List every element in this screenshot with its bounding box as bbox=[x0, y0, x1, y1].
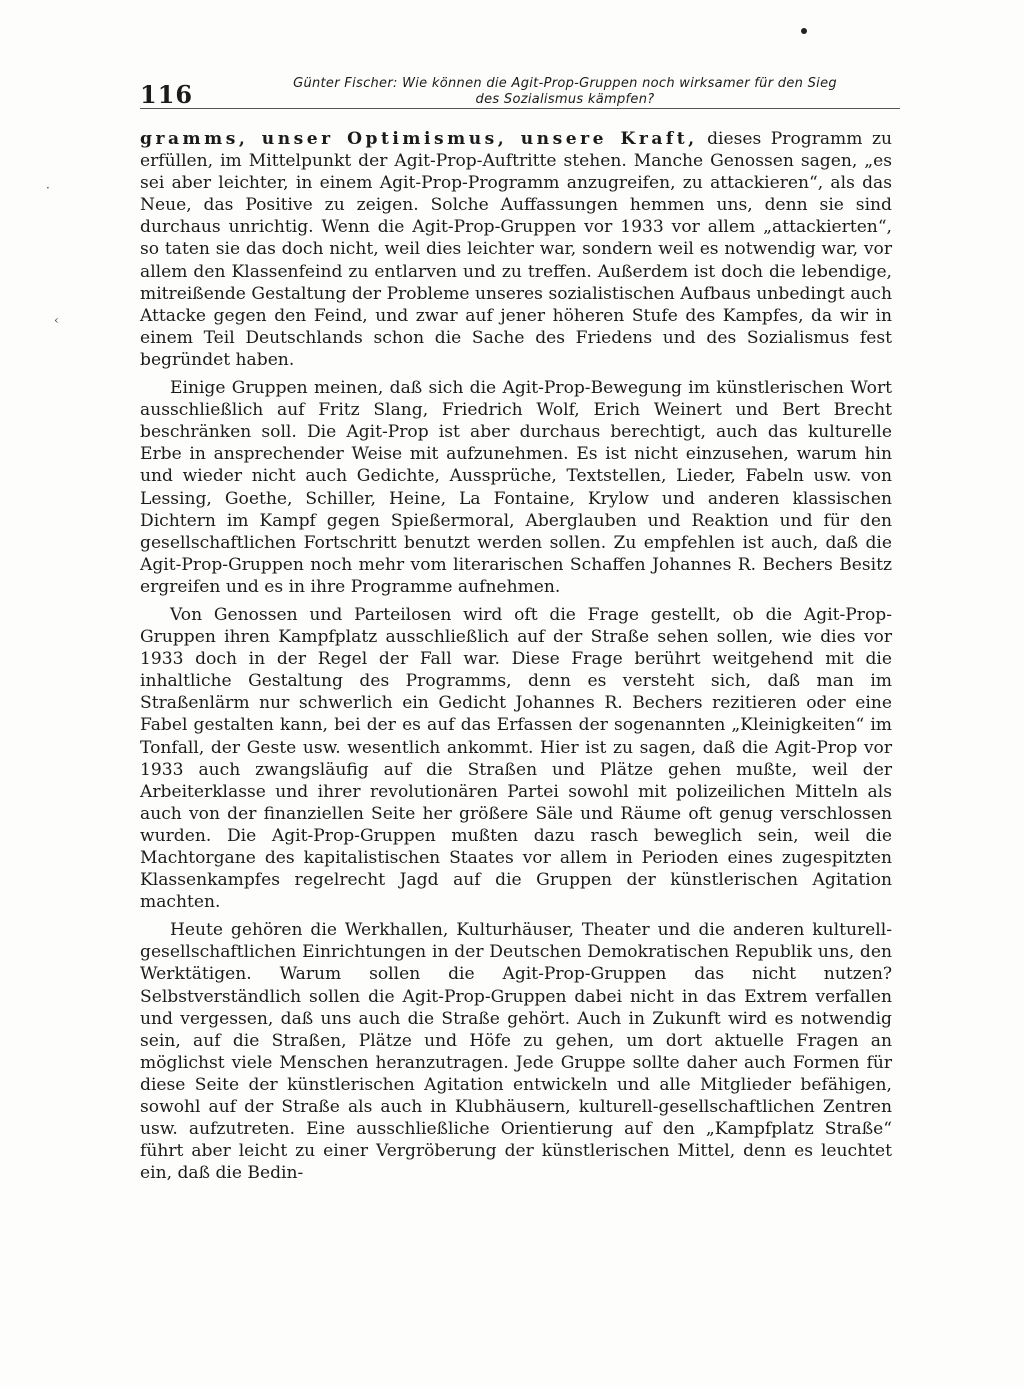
spaced-lead-text: gramms, unser Optimismus, unsere Kraft, bbox=[140, 129, 698, 149]
margin-mark: ‹ bbox=[54, 313, 59, 327]
ink-speck bbox=[801, 28, 807, 34]
running-head-line-1: Günter Fischer: Wie können die Agit-Prop-Gruppen noch wirksamer für den Sieg bbox=[293, 76, 837, 91]
paragraph-1 bbox=[140, 128, 892, 371]
header-rule bbox=[140, 108, 900, 109]
running-head-line-2: des Sozialismus kämpfen? bbox=[475, 92, 655, 107]
page-number: 116 bbox=[140, 80, 194, 109]
running-head bbox=[230, 76, 900, 108]
paragraph-1-text: dieses Programm zu erfüllen, im Mittelpunkt der Agit-Prop-Auftritte stehen. Manche Genossen sagen, „es sei aber leichter, in einem Agit-Prop-Programm anzugreifen, zu attackieren“, als das Neue, das Positive zu zeigen. Solche Auffassungen hemmen uns, denn sie sind durchaus unrichtig. Wenn die Agit-Prop-Gruppen vor 1933 vor allem „attackierten“, so taten sie das doch nicht, weil dies leichter war, sondern weil es notwendig war, vor allem den Klassenfeind zu entlarven und zu treffen. Außerdem ist doch die lebendige, mitreißende Gestaltung der Probleme unseres sozialistischen Aufbaus unbedingt auch Attacke gegen den Feind, und zwar auf jener höheren Stufe des Kampfes, da wir in einem Teil Deutschlands schon die Sache des Friedens und des Sozialismus fest begründet haben. bbox=[140, 129, 892, 370]
margin-mark: · bbox=[46, 181, 50, 195]
body-text bbox=[140, 128, 892, 1190]
paragraph-4: Heute gehören die Werkhallen, Kulturhäuser, Theater und die anderen kulturell-gesellschaftlichen Einrichtungen in der Deutschen Demokratischen Republik uns, den Werktätigen. Warum sollen die Agit-Prop-Gruppen das nicht nutzen? Selbstverständlich sollen die Agit-Prop-Gruppen dabei nicht in das Extrem verfallen und vergessen, daß uns auch die Straße gehört. Auch in Zukunft wird es notwendig sein, auf die Straßen, Plätze und Höfe zu gehen, um dort aktuelle Fragen an möglichst viele Menschen heranzutragen. Jede Gruppe sollte daher auch Formen für diese Seite der künstlerischen Agitation entwickeln und alle Mitglieder befähigen, sowohl auf der Straße als auch in Klubhäusern, kulturell-gesellschaftlichen Zentren usw. aufzutreten. Eine ausschließliche Orientierung auf den „Kampfplatz Straße“ führt aber leicht zu einer Vergröberung der künstlerischen Mittel, denn es leuchtet ein, daß die Bedin- bbox=[140, 920, 892, 1184]
paragraph-2: Einige Gruppen meinen, daß sich die Agit-Prop-Bewegung im künstlerischen Wort ausschließlich auf Fritz Slang, Friedrich Wolf, Erich Weinert und Bert Brecht beschränken soll. Die Agit-Prop ist aber durchaus berechtigt, auch das kulturelle Erbe in ansprechender Weise mit aufzunehmen. Es ist nicht einzusehen, warum hin und wieder nicht auch Gedichte, Aussprüche, Textstellen, Lieder, Fabeln usw. von Lessing, Goethe, Schiller, Heine, La Fontaine, Krylow und anderen klassischen Dichtern im Kampf gegen Spießermoral, Aberglauben und Reaktion und für den gesellschaftlichen Fortschritt benutzt werden sollen. Zu empfehlen ist auch, daß die Agit-Prop-Gruppen noch mehr vom literarischen Schaffen Johannes R. Bechers Besitz ergreifen und es in ihre Programme aufnehmen. bbox=[140, 378, 892, 597]
paragraph-3: Von Genossen und Parteilosen wird oft die Frage gestellt, ob die Agit-Prop-Gruppen ihren Kampfplatz ausschließlich auf der Straße sehen sollen, wie dies vor 1933 doch in der Regel der Fall war. Diese Frage berührt weitgehend mit die inhaltliche Gestaltung des Programms, denn es versteht sich, daß man im Straßenlärm nur schwerlich ein Gedicht Johannes R. Bechers rezitieren oder eine Fabel gestalten kann, bei der es auf das Erfassen der sogenannten „Kleinigkeiten“ im Tonfall, der Geste usw. wesentlich ankommt. Hier ist zu sagen, daß die Agit-Prop vor 1933 auch zwangsläufig auf die Straßen und Plätze gehen mußte, weil der Arbeiterklasse und ihrer revolutionären Partei sowohl mit polizeilichen Mitteln als auch von der finanziellen Seite her größere Säle und Räume oft genug verschlossen wurden. Die Agit-Prop-Gruppen mußten dazu rasch beweglich sein, weil die Machtorgane des kapitalistischen Staates vor allem in Perioden eines zugespitzten Klassenkampfes regelrecht Jagd auf die Gruppen der künstlerischen Agitation machten. bbox=[140, 604, 892, 913]
